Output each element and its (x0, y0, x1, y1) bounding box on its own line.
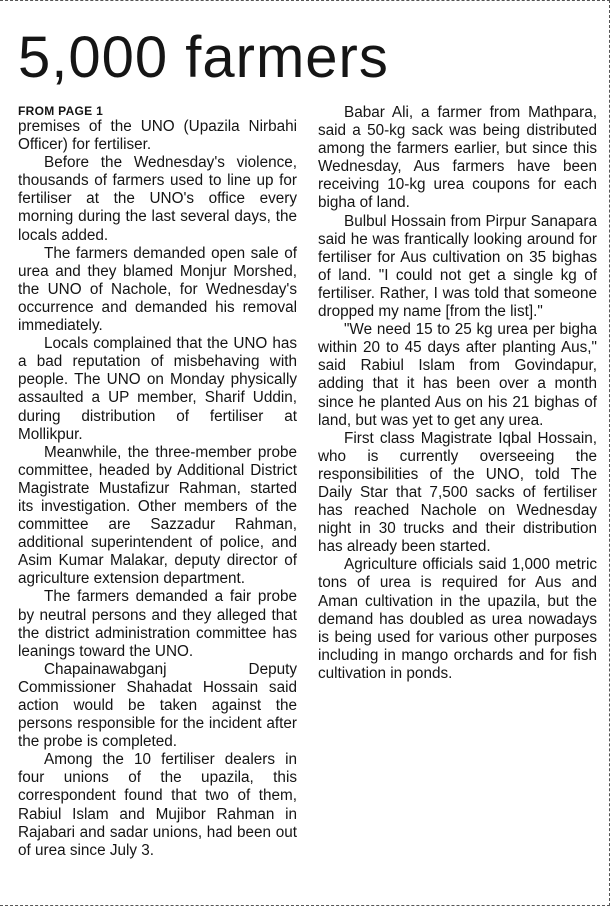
article-paragraph: Babar Ali, a farmer from Mathpara, said a 50-kg sack was being distributed among the farmers earlier, but since this Wednesday, Aus farmers have been receiving 10-kg urea coupons for each bigha of land. (318, 104, 597, 212)
article-paragraph: Before the Wednesday's violence, thousands of farmers used to line up for fertiliser at the UNO's office every morning during the last several days, the locals added. (18, 154, 297, 244)
article-paragraph: Bulbul Hossain from Pirpur Sanapara said he was frantically looking around for fertiliser for Aus cultivation on 35 bighas of land. "I could not get a single kg of fertiliser. Rather, I was told that someone dropped my name [from the list]." (318, 212, 597, 321)
headline: 5,000 farmers (18, 25, 389, 90)
article-paragraph: Agriculture officials said 1,000 metric tons of urea is required for Aus and Aman cultivation in the upazila, but the demand has doubled as urea nowadays is being used for various other purposes including in mango orchards and for fish cultivation in ponds. (318, 556, 597, 682)
article-paragraph: "We need 15 to 25 kg urea per bigha within 20 to 45 days after planting Aus," said Rabiul Islam from Govindapur, adding that it has been over a month since he planted Aus on his 21 bighas of land, but was yet to get any urea. (318, 321, 597, 429)
article-column-left (18, 104, 297, 860)
article-paragraph: Meanwhile, the three-member probe committee, headed by Additional District Magistrate Mustafizur Rahman, started its investigation. Other members of the committee are Sazzadur Rahman, additional superintendent of police, and Asim Kumar Malakar, deputy director of agriculture extension department. (18, 443, 297, 588)
article-paragraph: Locals complained that the UNO has a bad reputation of misbehaving with people. The UNO on Monday physically assaulted a UP member, Sharif Uddin, during distribution of fertiliser at Mollikpur. (18, 335, 297, 443)
article-column-right (318, 104, 597, 683)
article-paragraph: The farmers demanded open sale of urea and they blamed Monjur Morshed, the UNO of Nachole, for Wednesday's occurrence and demanded his removal immediately. (18, 244, 297, 335)
article-paragraph: premises of the UNO (Upazila Nirbahi Officer) for fertiliser. (18, 118, 297, 154)
article-paragraph: The farmers demanded a fair probe by neutral persons and they alleged that the district administration committee has leanings toward the UNO. (18, 588, 297, 660)
article-paragraph: Chapainawabganj Deputy Commissioner Shahadat Hossain said action would be taken against the persons responsible for the incident after the probe is completed. (18, 660, 297, 751)
kicker: FROM PAGE 1 (18, 104, 104, 118)
article-paragraph: First class Magistrate Iqbal Hossain, who is currently overseeing the responsibilities of the UNO, told The Daily Star that 7,500 sacks of fertiliser has reached Nachole on Wednesday night in 30 trucks and their distribution has already been started. (318, 429, 597, 556)
article-paragraph: Among the 10 fertiliser dealers in four unions of the upazila, this correspondent found that two of them, Rabiul Islam and Mujibor Rahman in Rajabari and sadar unions, had been out of urea since July 3. (18, 751, 297, 859)
